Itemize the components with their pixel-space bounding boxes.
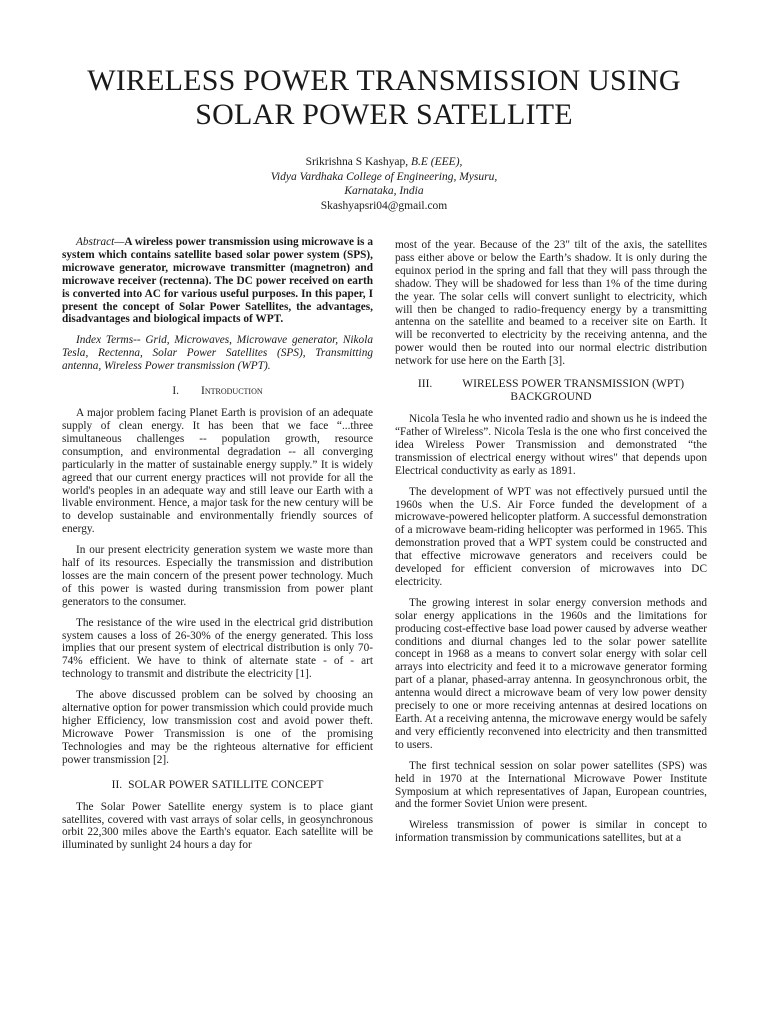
section-number: II. bbox=[111, 778, 123, 791]
paragraph: In our present electricity generation system we waste more than half of its resources. Especially the transmission and distribution losses are the main concern of the present power technology. Much of this power is wasted during transmission from power plant generators to the consumer. bbox=[62, 544, 373, 608]
author-affiliation: Vidya Vardhaka College of Engineering, Mysuru, bbox=[270, 170, 498, 183]
paragraph: The growing interest in solar energy conversion methods and solar energy applications in the 1960s and the limitations for producing cost-effective base load power caused by adverse weather conditions and diurnal changes led to the solar power satellite concept in 1968 as a means to convert solar energy with solar cell arrays into electricity and feed it to a microwave generator forming part of a planar, phased-array antenna. In geosynchronous orbit, the antenna would direct a microwave beam of very low power density precisely to one or more receiving antennas at desired locations on Earth. At a receiving antenna, the microwave energy would be safely and very efficiently reconvened into electricity and then transmitted to users. bbox=[395, 596, 707, 751]
paragraph: A major problem facing Planet Earth is provision of an adequate supply of clean energy. It has been that we face “...three simultaneous challenges -- population growth, resource consumption, and environmental degradation -- all converging particularly in the matter of sustainable energy supply.” It is widely agreed that our current energy practices will not provide for all the world's peoples in an adequate way and still leave our Earth with a livable environment. Hence, a major task for the new century will be to develop sustainable and environmentally friendly sources of energy. bbox=[62, 407, 373, 536]
index-terms bbox=[62, 334, 373, 373]
section-heading-sps-concept bbox=[62, 779, 373, 792]
paragraph: The development of WPT was not effectively pursued until the 1960s when the U.S. Air Force funded the development of a microwave-powered helicopter platform. A successful demonstration of a microwave beam-riding helicopter was performed in 1965. This demonstration proved that a WPT system could be constructed and that effective microwave generators and receivers could be developed for efficient conversion of microwaves into DC electricity. bbox=[395, 485, 707, 588]
author-name: Srikrishna S Kashyap, bbox=[305, 156, 409, 168]
left-column bbox=[62, 236, 373, 860]
author-location: Karnataka, India bbox=[344, 185, 424, 197]
author-degree: B.E (EEE), bbox=[411, 156, 463, 168]
index-terms-text: Grid, Microwaves, Microwave generator, Nikola Tesla, Rectenna, Solar Power Satellites (SPS), Transmitting antenna, Wireless Power transmission (WPT). bbox=[62, 334, 373, 373]
author-name-line bbox=[0, 155, 768, 170]
paragraph-continued: most of the year. Because of the 23" tilt of the axis, the satellites pass either above or below the Earth’s shadow. It is only during the equinox period in the spring and fall that they will pass through the shadow. They will be shadowed for less than 1% of the time during the year. The solar cells will convert sunlight to electricity, which will then be changed to radio-frequency energy by a transmitting antenna on the satellite and beamed to a receiver site on Earth. It will be reconverted to electricity by the receiving antenna, and the power would then be routed into our normal electric distribution network for use here on the Earth [3]. bbox=[395, 239, 707, 368]
index-terms-lead: Index Terms-- bbox=[76, 334, 141, 347]
paragraph: The above discussed problem can be solved by choosing an alternative option for power transmission which could provide much higher Efficiency, low transmission cost and avoid power theft. Microwave Power Transmission is one of the promising Technologies and may be the righteous alternative for efficient power transmission [2]. bbox=[62, 689, 373, 766]
author-block bbox=[0, 155, 768, 213]
section-number: III. bbox=[417, 378, 433, 391]
right-column bbox=[395, 239, 707, 853]
section-heading-wpt-background bbox=[395, 378, 707, 404]
abstract-lead: Abstract— bbox=[76, 236, 125, 248]
section-title: WIRELESS POWER TRANSMISSION (WPT) BACKGROUND bbox=[462, 378, 685, 404]
paragraph: The resistance of the wire used in the electrical grid distribution system causes a loss of 26-30% of the energy generated. This loss implies that our present system of electrical distribution is only 70-74% efficient. We have to think of alternate state - of - art technology to transmit and distribute the electricity [1]. bbox=[62, 616, 373, 681]
paragraph: Nicola Tesla he who invented radio and shown us he is indeed the “Father of Wireless”. Nicola Tesla is the one who first conceived the idea Wireless Power Transmission and demonstrated “the transmission of electrical energy without wires" that depends upon Electrical conductivity as early as 1891. bbox=[395, 413, 707, 477]
section-number: I. bbox=[172, 385, 180, 398]
section-heading-introduction bbox=[62, 385, 373, 398]
author-email: Skashyapsri04@gmail.com bbox=[320, 199, 448, 212]
paper-title: WIRELESS POWER TRANSMISSION USING SOLAR POWER SATELLITE bbox=[87, 64, 681, 131]
section-title: SOLAR POWER SATILLITE CONCEPT bbox=[128, 778, 324, 791]
abstract bbox=[62, 236, 373, 326]
abstract-text: A wireless power transmission using microwave is a system which contains satellite based solar power system (SPS), microwave generator, microwave transmitter (magnetron) and microwave receiver (rectenna). The DC power received on earth is converted into AC for various useful purposes. In this paper, I present the concept of Solar Power Satellites, the advantages, disadvantages and biological impacts of WPT. bbox=[62, 236, 373, 326]
paragraph: Wireless transmission of power is similar in concept to information transmission by communications satellites, but at a bbox=[395, 819, 707, 845]
paragraph: The first technical session on solar power satellites (SPS) was held in 1970 at the International Microwave Power Institute Symposium at which representatives of Japan, European countries, and the former Soviet Union were present. bbox=[395, 759, 707, 811]
section-title: Introduction bbox=[201, 385, 263, 398]
paragraph: The Solar Power Satellite energy system is to place giant satellites, covered with vast arrays of solar cells, in geosynchronous orbit 22,300 miles above the Earth's equator. Each satellite will be illuminated by sunlight 24 hours a day for bbox=[62, 800, 373, 852]
